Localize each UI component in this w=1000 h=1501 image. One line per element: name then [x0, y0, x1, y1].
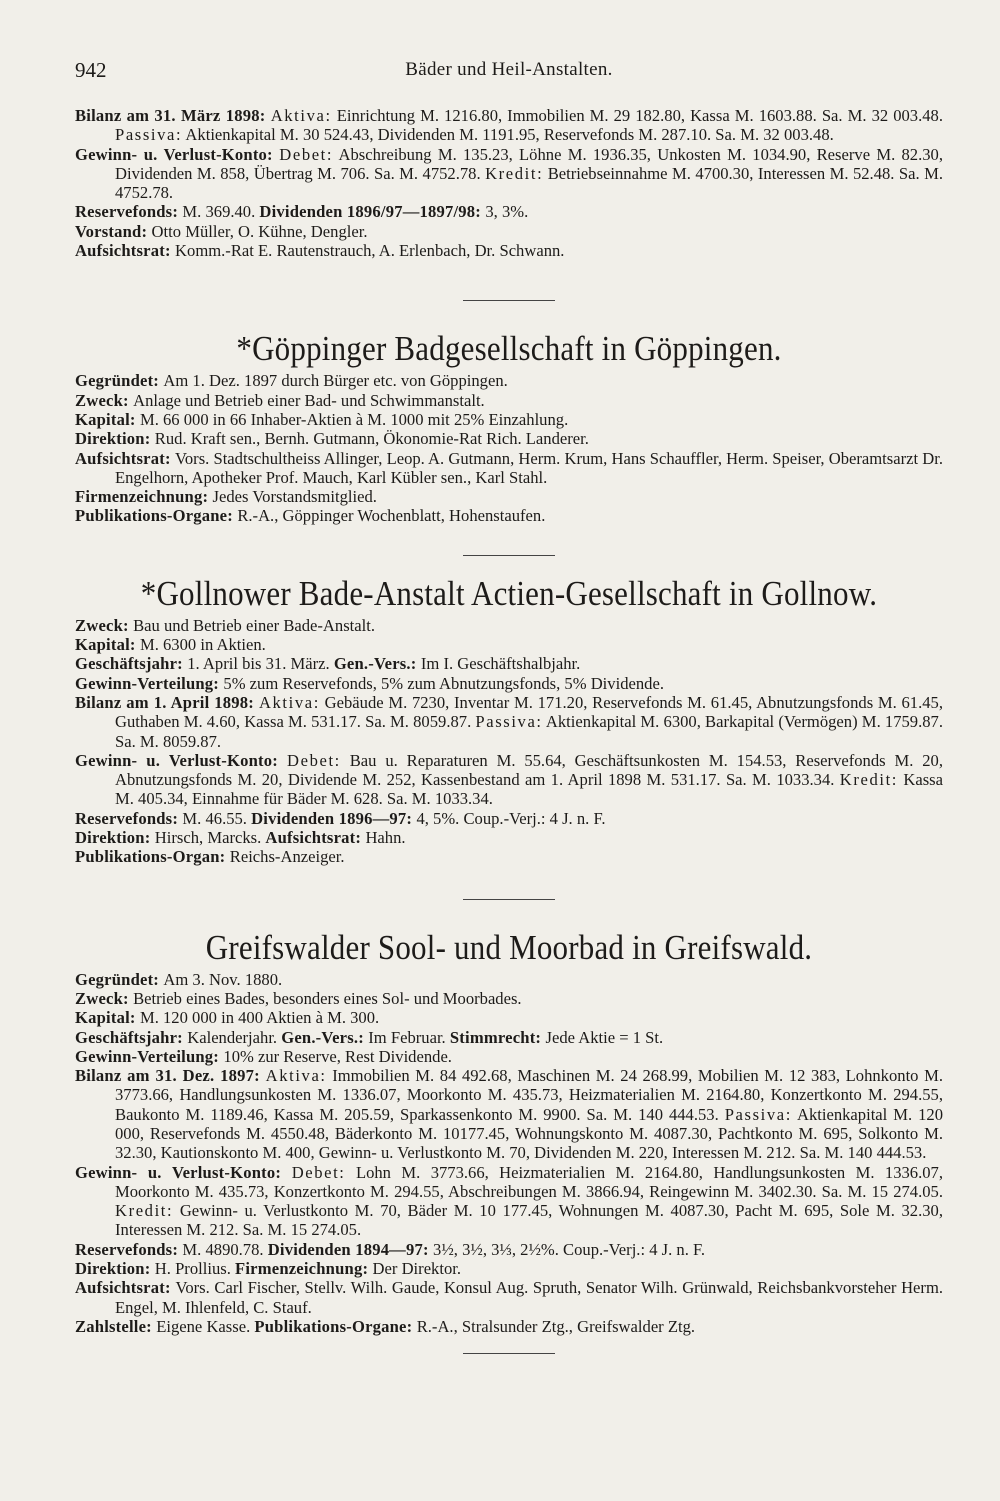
entry-paragraph — [75, 970, 943, 989]
field-value: R.-A., Göppinger Wochenblatt, Hohenstaufen. — [237, 506, 546, 526]
account-side-label: Debet: — [279, 144, 334, 164]
field-label: Gen.-Vers.: — [281, 1027, 369, 1047]
field-value: Immobilien M. 84 492.68, Maschinen M. 24 268.99, Mobilien M. 12 383, Lohnkonto M. 3773.66, Handlungsunkosten M. 1336.07, Moorkonto M. 435.73, Heizmaterialien M. 2164.80, Konzertkonto M. 294.55, Baukonto M. 1189.46, Kassa M. 205.59, Sparkassenkonto M. 9900. Sa. M. 140 444.53. — [115, 1066, 943, 1124]
field-label: Publikations-Organe: — [254, 1316, 417, 1336]
account-side-label: Passiva: — [475, 712, 543, 732]
field-label: Publikations-Organe: — [75, 506, 238, 526]
field-label: Kapital: — [75, 409, 140, 429]
entry-paragraph — [75, 202, 943, 221]
entry-paragraph — [75, 1278, 943, 1317]
field-label: Kapital: — [75, 1008, 140, 1028]
entry-goeppinger-badgesellschaft — [75, 331, 943, 525]
field-label: Aufsichtsrat: — [75, 1278, 176, 1298]
entry-paragraph — [75, 1008, 943, 1027]
separator-rule — [463, 899, 555, 900]
account-side-label: Kredit: — [485, 163, 544, 183]
entry-paragraph — [75, 693, 943, 751]
field-label: Geschäftsjahr: — [75, 654, 188, 674]
field-label: Publikations-Organ: — [75, 847, 230, 867]
field-value: Otto Müller, O. Kühne, Dengler. — [151, 221, 368, 241]
entry-paragraph — [75, 828, 943, 847]
field-value: Der Direktor. — [372, 1259, 462, 1279]
field-label: Gewinn-Verteilung: — [75, 1046, 224, 1066]
field-value: Gebäude M. 7230, Inventar M. 171.20, Reservefonds M. 61.45, Abnutzungsfonds M. 61.45, Guthaben M. 4.60, Kassa M. 531.17. Sa. M. 8059.87. — [115, 692, 943, 732]
entry-paragraph — [75, 1240, 943, 1259]
field-value: M. 369.40. — [182, 202, 260, 222]
field-value: R.-A., Stralsunder Ztg., Greifswalder Ztg. — [416, 1316, 696, 1336]
field-label: Aufsichtsrat: — [75, 241, 176, 261]
field-value: Betriebseinnahme M. 4700.30, Interessen M. 52.48. Sa. M. 4752.78. — [115, 163, 943, 203]
field-value: Anlage und Betrieb einer Bad- und Schwimmanstalt. — [133, 390, 485, 410]
entry-previous-continued — [75, 106, 943, 260]
field-value: Eigene Kasse. — [156, 1316, 255, 1336]
field-value: Komm.-Rat E. Rautenstrauch, A. Erlenbach, Dr. Schwann. — [175, 241, 565, 261]
field-label: Aufsichtsrat: — [75, 448, 176, 468]
field-value: M. 4890.78. — [182, 1239, 268, 1259]
field-value: Bau und Betrieb einer Bade-Anstalt. — [133, 615, 376, 635]
account-side-label: Passiva: — [724, 1104, 792, 1124]
field-label: Gewinn- u. Verlust-Konto: — [75, 750, 288, 770]
entry-paragraph — [75, 241, 943, 260]
company-title: Greifswalder Sool- und Moorbad in Greifswald. — [205, 927, 813, 967]
field-value: M. 66 000 in 66 Inhaber-Aktien à M. 1000 mit 25% Einzahlung. — [139, 409, 569, 429]
field-label: Geschäftsjahr: — [75, 1027, 188, 1047]
entry-paragraph — [75, 429, 943, 448]
field-value: Kalenderjahr. — [187, 1027, 282, 1047]
field-label: Firmenzeichnung: — [75, 487, 213, 507]
field-value: Rud. Kraft sen., Bernh. Gutmann, Ökonomie-Rat Rich. Landerer. — [154, 429, 589, 449]
field-label: Reservefonds: — [75, 808, 183, 828]
field-value: Hahn. — [365, 828, 406, 848]
separator-rule — [463, 1353, 555, 1354]
field-value: 4, 5%. Coup.-Verj.: 4 J. n. F. — [416, 808, 606, 828]
field-label: Zweck: — [75, 988, 134, 1008]
entry-paragraph — [75, 371, 943, 390]
account-side-label: Passiva: — [115, 125, 183, 145]
field-value: Im I. Geschäftshalbjahr. — [420, 654, 581, 674]
entry-paragraph — [75, 654, 943, 673]
field-value: 1. April bis 31. März. — [187, 654, 334, 674]
entry-paragraph — [75, 1066, 943, 1162]
field-value: Lohn M. 3773.66, Heizmaterialien M. 2164.80, Handlungsunkosten M. 1336.07, Moorkonto M. 435.73, Konzertkonto M. 294.55, Abschreibungen M. 3866.94, Reingewinn M. 3402.30. Sa. M. 15 274.05. — [115, 1162, 943, 1201]
field-value: Gewinn- u. Verlustkonto M. 70, Bäder M. 10 177.45, Wohnungen M. 4087.30, Pacht M. 695, Sole M. 32.30, Interessen M. 212. Sa. M. 15 274.05. — [115, 1201, 943, 1240]
field-value: Hirsch, Marcks. — [154, 828, 266, 848]
field-label: Gewinn- u. Verlust-Konto: — [75, 144, 280, 164]
entry-paragraph — [75, 635, 943, 654]
field-value: 5% zum Reservefonds, 5% zum Abnutzungsfonds, 5% Dividende. — [223, 673, 664, 693]
field-value: Vors. Stadtschultheiss Allinger, Leop. A. Gutmann, Herm. Krum, Hans Schauffler, Herm. Speiser, Oberamtsarzt Dr. Engelhorn, Apotheker Prof. Mauch, Karl Kübler sen., Karl Stahl. — [115, 448, 943, 487]
field-value: Aktienkapital M. 30 524.43, Dividenden M. 1191.95, Reservefonds M. 287.10. Sa. M. 32 003.48. — [182, 125, 834, 145]
field-value: M. 120 000 in 400 Aktien à M. 300. — [139, 1008, 380, 1028]
account-side-label: Kredit: — [115, 1201, 174, 1221]
account-side-label: Debet: — [291, 1162, 346, 1182]
entry-paragraph — [75, 449, 943, 488]
field-label: Stimmrecht: — [449, 1027, 546, 1047]
field-label: Kapital: — [75, 635, 140, 655]
field-label: Gewinn- u. Verlust-Konto: — [75, 1162, 292, 1182]
separator-rule — [463, 555, 555, 556]
field-label: Gewinn-Verteilung: — [75, 673, 224, 693]
field-label: Reservefonds: — [75, 1239, 183, 1259]
entry-paragraph — [75, 1259, 943, 1278]
entry-greifswalder-sool-und-moorbad — [75, 927, 943, 1337]
company-title: *Göppinger Badgesellschaft in Göppingen. — [236, 329, 782, 369]
entry-paragraph — [75, 809, 943, 828]
running-head — [75, 58, 943, 84]
entry-paragraph — [75, 106, 943, 145]
entry-paragraph — [75, 391, 943, 410]
entry-paragraph — [75, 616, 943, 635]
field-value: Jedes Vorstandsmitglied. — [212, 487, 377, 507]
field-value: M. 46.55. — [182, 808, 252, 828]
page-content — [75, 106, 943, 1354]
separator-rule — [463, 300, 555, 301]
account-side-label: Debet: — [287, 750, 341, 770]
field-label: Gegründet: — [75, 371, 164, 391]
account-side-label: Aktiva: — [265, 1066, 327, 1086]
field-value: H. Prollius. — [154, 1259, 236, 1279]
field-value: Aktienkapital M. 6300, Barkapital (Vermögen) M. 1759.87. Sa. M. 8059.87. — [115, 712, 943, 751]
field-label: Direktion: — [75, 828, 155, 848]
entry-paragraph — [75, 1028, 943, 1047]
field-label: Bilanz am 1. April 1898: — [75, 692, 259, 712]
field-label: Zweck: — [75, 390, 134, 410]
field-label: Aufsichtsrat: — [265, 828, 366, 848]
field-value: Abschreibung M. 135.23, Löhne M. 1936.35, Unkosten M. 1034.90, Reserve M. 82.30, Dividenden M. 858, Übertrag M. 706. Sa. M. 4752.78. — [115, 144, 943, 183]
field-label: Zahlstelle: — [75, 1316, 157, 1336]
field-label: Direktion: — [75, 429, 155, 449]
field-label: Vorstand: — [75, 221, 152, 241]
field-value: Betrieb eines Bades, besonders eines Sol- und Moorbades. — [133, 988, 522, 1008]
page-number: 942 — [75, 58, 107, 82]
entry-paragraph — [75, 674, 943, 693]
entry-paragraph — [75, 410, 943, 429]
field-value: 3½, 3½, 3⅓, 2½%. Coup.-Verj.: 4 J. n. F. — [433, 1239, 706, 1259]
field-label: Gegründet: — [75, 969, 164, 989]
field-value: Reichs-Anzeiger. — [229, 847, 345, 867]
field-label: Bilanz am 31. Dez. 1897: — [75, 1066, 266, 1086]
field-value: Am 1. Dez. 1897 durch Bürger etc. von Göppingen. — [163, 371, 508, 391]
field-value: 3, 3%. — [485, 202, 529, 222]
field-label: Reservefonds: — [75, 202, 183, 222]
field-value: Bau u. Reparaturen M. 55.64, Geschäftsunkosten M. 154.53, Reservefonds M. 20, Abnutzungsfonds M. 20, Dividende M. 252, Kassenbestand am 1. April 1898 M. 531.17. Sa. M. 1033.34. — [115, 750, 943, 790]
entry-paragraph — [75, 1047, 943, 1066]
field-label: Firmenzeichnung: — [235, 1259, 373, 1279]
field-value: Jede Aktie = 1 St. — [545, 1027, 664, 1047]
account-side-label: Aktiva: — [270, 106, 332, 125]
entry-paragraph — [75, 145, 943, 203]
field-label: Dividenden 1896/97—1897/98: — [259, 202, 486, 222]
field-value: Kassa M. 405.34, Einnahme für Bäder M. 628. Sa. M. 1033.34. — [115, 770, 944, 809]
field-label: Direktion: — [75, 1259, 155, 1279]
field-value: Aktienkapital M. 120 000, Reservefonds M. 4550.48, Bäderkonto M. 10177.45, Wohnungskonto M. 4087.30, Pachtkonto M. 695, Solkonto M. 32.30, Kautionskonto M. 400, Gewinn- u. Verlustkonto M. 70, Dividenden M. 220, Interessen M. 212. Sa. M. 140 444.53. — [115, 1104, 943, 1163]
running-title: Bäder und Heil-Anstalten. — [405, 59, 613, 80]
field-label: Dividenden 1894—97: — [267, 1239, 434, 1259]
account-side-label: Kredit: — [839, 770, 898, 790]
entry-paragraph — [75, 487, 943, 506]
entry-paragraph — [75, 506, 943, 525]
entry-paragraph — [75, 1317, 943, 1336]
field-label: Gen.-Vers.: — [333, 654, 421, 674]
entry-paragraph — [75, 989, 943, 1008]
field-value: Am 3. Nov. 1880. — [163, 969, 283, 989]
field-label: Zweck: — [75, 615, 134, 635]
field-value: Vors. Carl Fischer, Stellv. Wilh. Gaude, Konsul Aug. Spruth, Senator Wilh. Grünwald, Reichsbankvorsteher Herm. Engel, M. Ihlenfeld, C. Stauf. — [115, 1278, 943, 1317]
entry-paragraph — [75, 847, 943, 866]
field-value: Einrichtung M. 1216.80, Immobilien M. 29 182.80, Kassa M. 1603.88. Sa. M. 32 003.48. — [331, 106, 943, 125]
entry-gollnower-bade-anstalt — [75, 573, 944, 867]
field-value: 10% zur Reserve, Rest Dividende. — [223, 1046, 452, 1066]
company-title: *Gollnower Bade-Anstalt Actien-Gesellschaft in Gollnow. — [140, 573, 878, 613]
field-label: Dividenden 1896—97: — [251, 808, 417, 828]
entry-paragraph — [75, 222, 943, 241]
field-label: Bilanz am 31. März 1898: — [75, 106, 271, 125]
field-value: M. 6300 in Aktien. — [139, 635, 266, 655]
entry-paragraph — [75, 1163, 943, 1240]
account-side-label: Aktiva: — [258, 692, 320, 712]
field-value: Im Februar. — [368, 1027, 450, 1047]
entry-paragraph — [75, 751, 943, 809]
